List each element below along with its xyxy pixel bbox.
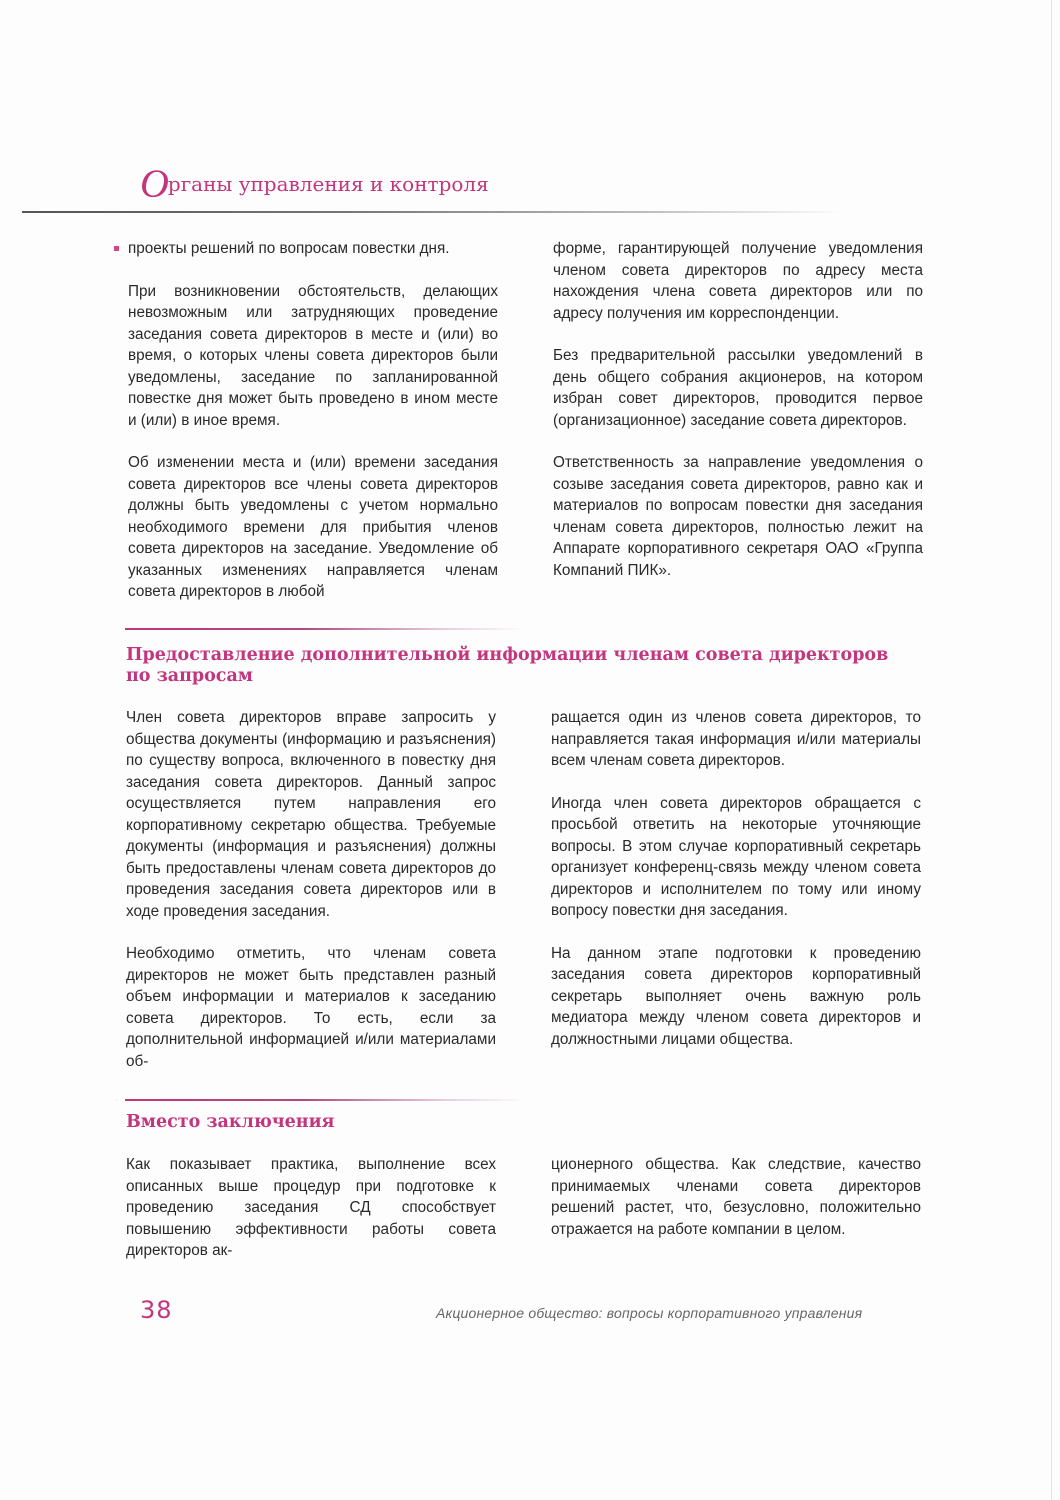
paragraph: форме, гарантирующей получение уведомления членом совета директоров по адресу места нахождения члена совета директоров или по адресу получения им корреспонденции.: [553, 240, 923, 322]
paragraph: Иногда член совета директоров обращается с просьбой ответить на некоторые уточняющие вопросы. В этом случае корпоративный секретарь организует конференц-связь между членом совета директоров и исполнителем по тому или иному вопросу повестки дня заседания.: [551, 794, 921, 919]
section3-left-column: [126, 1154, 496, 1283]
page-edge: [1051, 0, 1052, 1500]
paragraph: При возникновении обстоятельств, делающих невозможным или затрудняющих проведение заседания совета директоров в месте и (или) во время, о которых члены совета директоров были уведомлены, заседание по запланированной повестке дня может быть проведено в ином месте и (или) в иное время.: [128, 282, 498, 429]
paragraph: Необходимо отметить, что членам совета директоров не может быть представлен разный объем информации и материалов к заседанию совета директоров. То есть, если за дополнительной информацией и/или материалами об-: [126, 945, 496, 1070]
section-divider: [125, 1099, 525, 1101]
publication-title: Акционерное общество: вопросы корпоративного управления: [436, 1305, 863, 1321]
section3-right-column: [551, 1154, 921, 1261]
section-title-conclusion: Вместо заключения: [126, 1112, 335, 1132]
paragraph: ращается один из членов совета директоров, то направляется такая информация и/или материалы всем членам совета директоров.: [551, 709, 921, 769]
paragraph: На данном этапе подготовки к проведению заседания совета директоров корпоративный секретарь выполняет очень важную роль медиатора между членом совета директоров и должностными лицами общества.: [551, 944, 921, 1048]
decorative-initial: О: [140, 161, 167, 206]
section2-right-column: [551, 707, 921, 1071]
paragraph: ционерного общества. Как следствие, качество принимаемых членами совета директоров решений растет, что, безусловно, положительно отражается на работе компании в целом.: [551, 1156, 921, 1238]
section1-left-column: [128, 238, 498, 624]
paragraph: Без предварительной рассылки уведомлений в день общего собрания акционеров, на котором избран совет директоров, проводится первое (организационное) заседание совета директоров.: [553, 347, 923, 429]
section2-left-column: [126, 707, 496, 1093]
paragraph: Об изменении места и (или) времени заседания совета директоров все члены совета директоров должны быть уведомлены с учетом нормально необходимого времени для прибытия членов совета директоров на заседание. Уведомление об указанных изменениях направляется членам совета директоров в любой: [128, 454, 498, 600]
header-divider: [22, 211, 842, 213]
bullet-item: проекты решений по вопросам повестки дня.: [128, 238, 498, 260]
section-title-additional-info: Предоставление дополнительной информации членам совета директоров по запросам: [126, 645, 889, 686]
bullet-icon: [114, 246, 119, 251]
paragraph: Как показывает практика, выполнение всех описанных выше процедур при подготовке к проведению заседания СД способствует повышению эффективности работы совета директоров ак-: [126, 1156, 496, 1259]
paragraph: Ответственность за направление уведомления о созыве заседания совета директоров, равно как и материалов по вопросам повестки дня заседания членам совета директоров, полностью лежит на Аппарате корпоративного секретаря ОАО «Группа Компаний ПИК».: [553, 454, 923, 579]
page-number: 38: [140, 1296, 173, 1324]
paragraph: Член совета директоров вправе запросить у общества документы (информацию и разъяснения) по существу вопроса, включенного в повестку дня заседания совета директоров. Данный запрос осуществляется путем направления его корпоративному секретарю общества. Требуемые документы (информация и разъяснения) должны быть предоставлены членам совета директоров до проведения заседания совета директоров или в ходе проведения заседания.: [126, 709, 496, 920]
section1-right-column: [553, 238, 923, 602]
chapter-header: [140, 160, 489, 207]
section-divider: [125, 628, 525, 630]
chapter-title: рганы управления и контроля: [167, 172, 489, 196]
